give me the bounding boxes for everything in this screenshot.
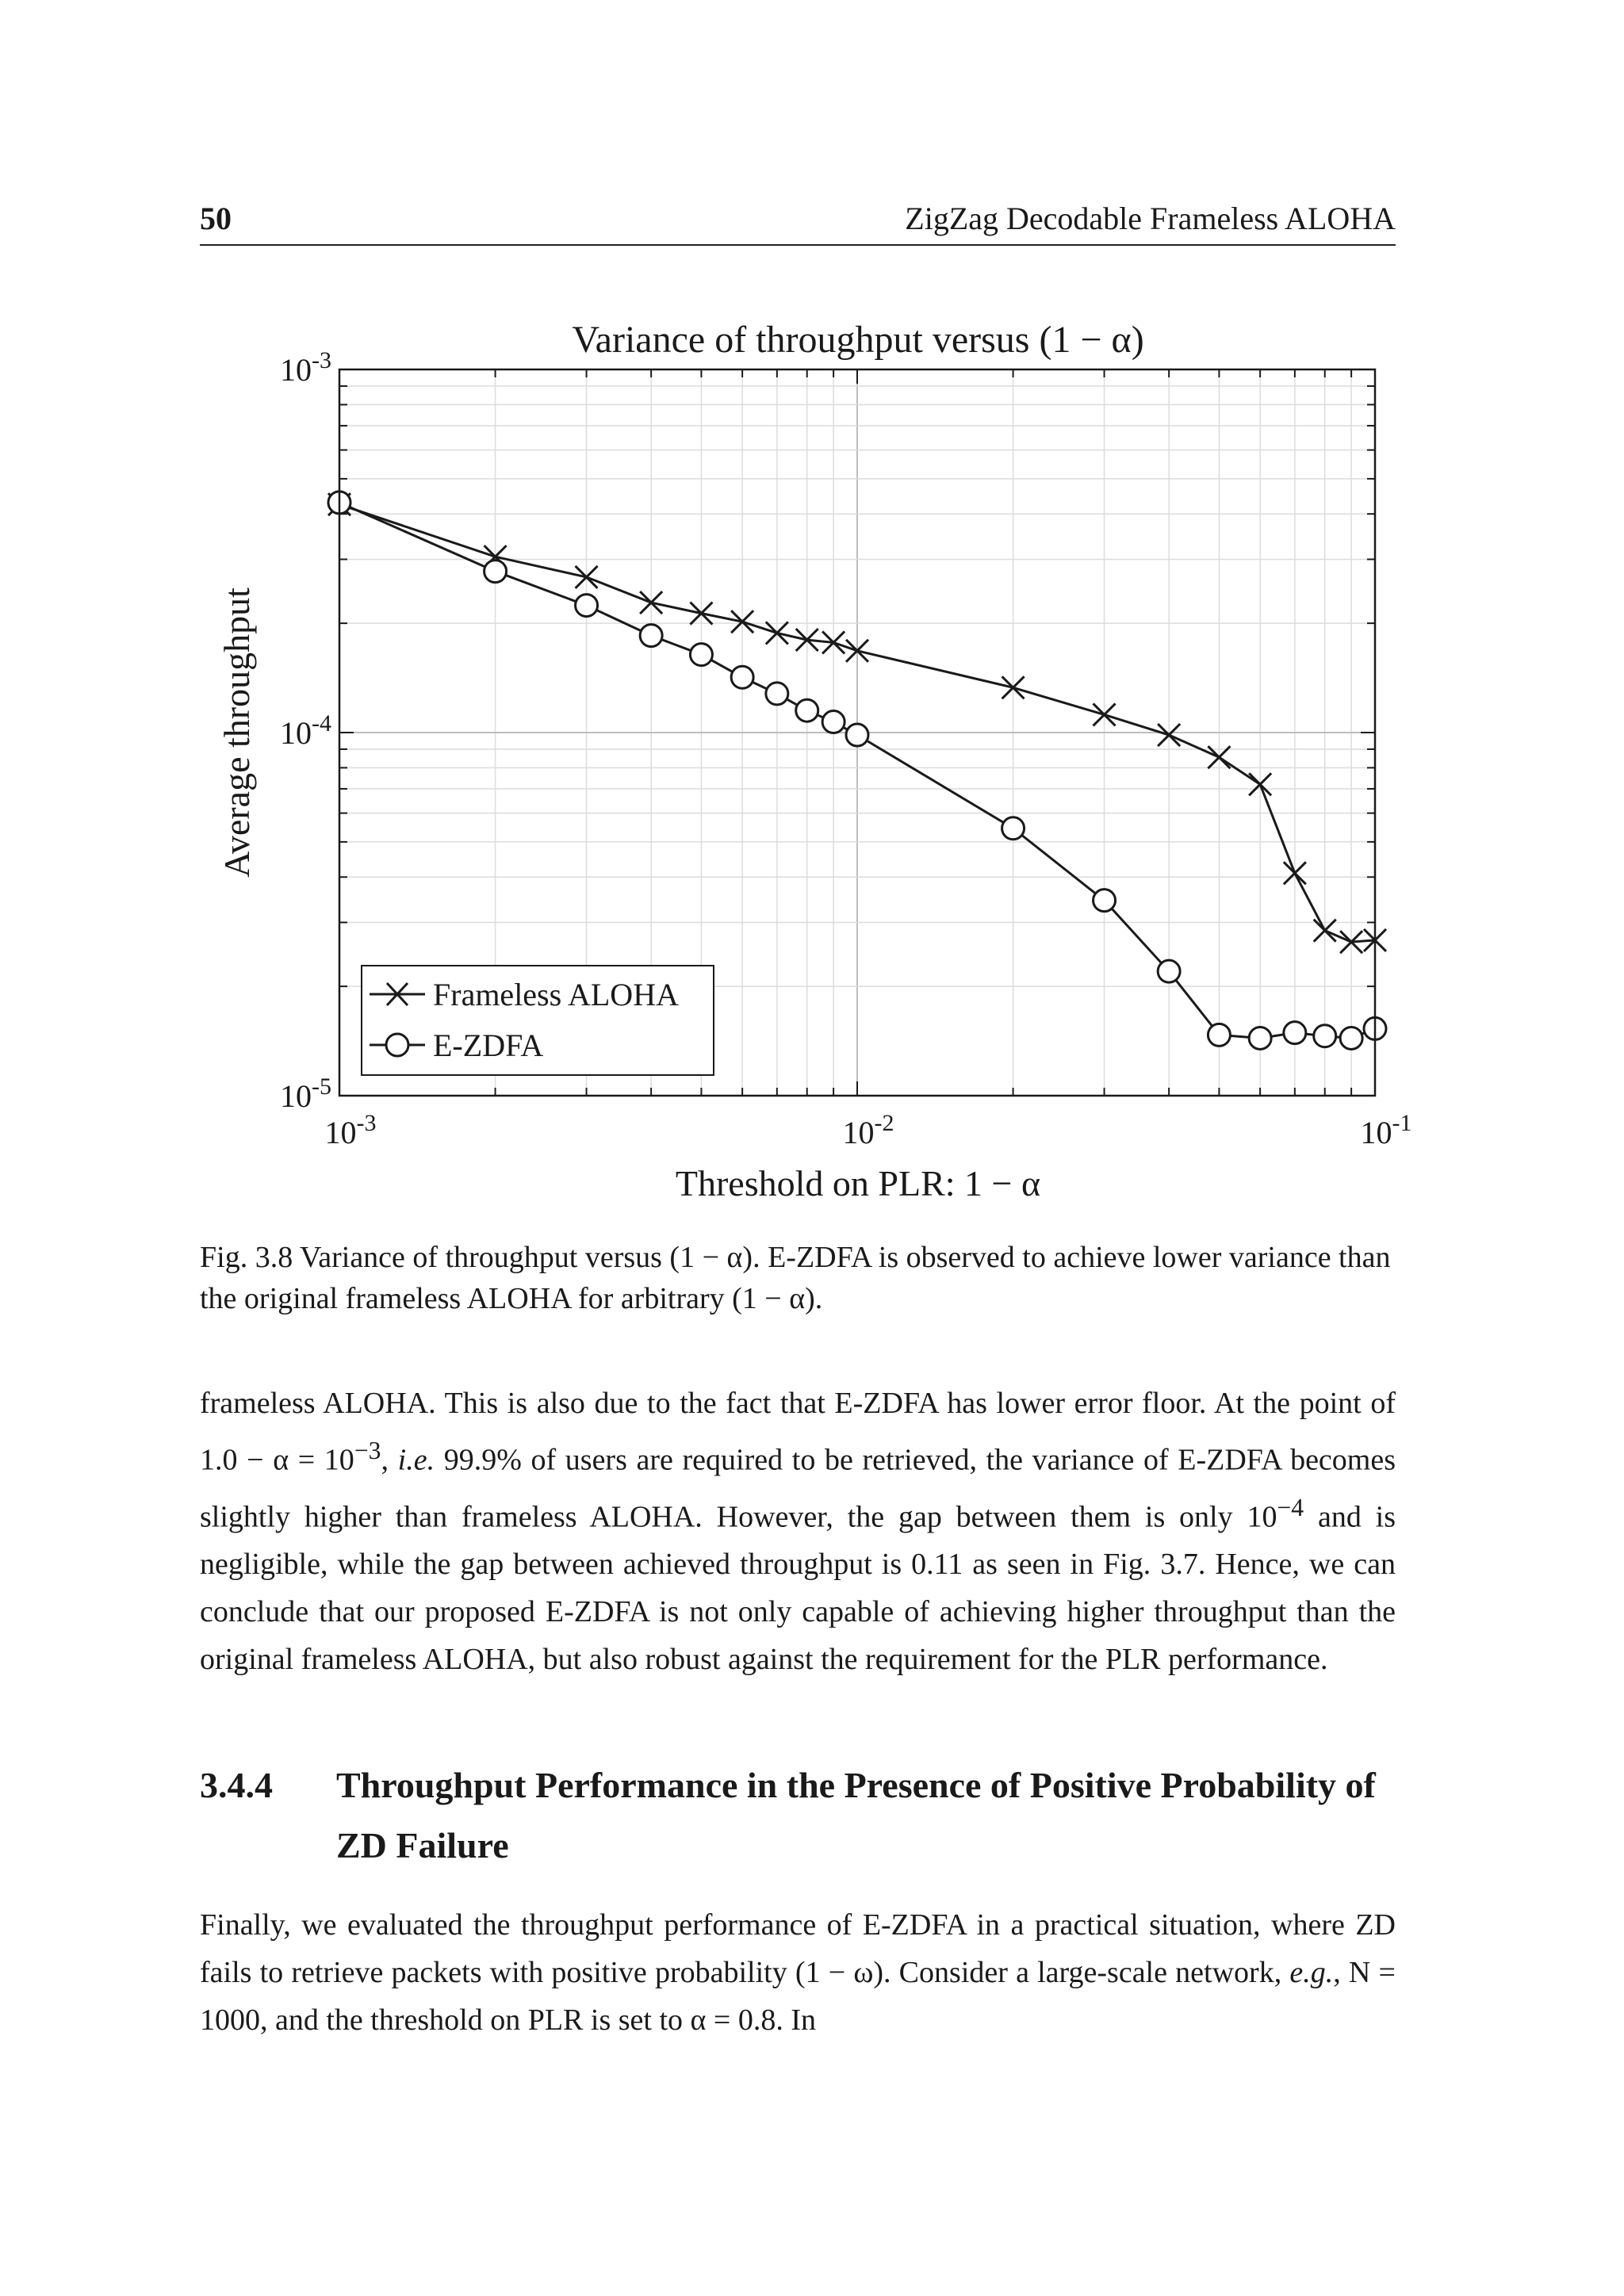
y-axis-label: Average throughput [216,587,257,878]
data-point [1340,1027,1362,1049]
legend-label-frameless-aloha: Frameless ALOHA [433,977,679,1012]
data-point [1094,890,1116,912]
section-title: Throughput Performance in the Presence of Positive Probability of ZD Failure [336,1765,1376,1866]
body-paragraph-2: Finally, we evaluated the throughput performance of E-ZDFA in a practical situation, where ZD fails to retrieve packets with positive probability (1 − ω). Consider a large-scale network, e.g., N = 1000, and the threshold on PLR is set to α = 0.8. In [200,1908,1396,2037]
data-point [690,644,712,666]
x-axis-label: Threshold on PLR: 1 − α [675,1163,1041,1203]
data-point [1314,1025,1336,1047]
data-point [796,699,818,721]
legend-o-marker-icon [386,1034,408,1056]
data-point [822,711,845,733]
body-paragraph-1: frameless ALOHA. This is also due to the fact that E-ZDFA has lower error floor. At the point of $1.0 - \alpha = 10^{-3}$, i.e. 99.9% of users are required to be retrieved, the variance of E-ZDFA becomes slightly higher than frameless ALOHA. However, the gap between them is only $10^{-4}$ and is negligible, while the gap between achieved throughput is 0.11 as seen in Fig. 3.7. Hence, we can conclude that our proposed E-ZDFA is not only capable of achieving higher throughput than the original frameless ALOHA, but also robust against the requirement for the PLR performance. [200,1387,1396,1677]
chart-title: Variance of throughput versus (1 − α) [572,319,1144,361]
y-tick-label: $10^{-4}$ [280,710,331,751]
data-point [731,666,753,688]
data-point [846,724,868,746]
running-title: ZigZag Decodable Frameless ALOHA [905,201,1396,236]
y-tick-label: $10^{-5}$ [280,1073,331,1114]
y-tick-labels [280,347,331,1114]
data-point [1002,817,1025,840]
y-tick-label: $10^{-3}$ [280,347,331,388]
data-point [1284,1022,1306,1044]
data-point [485,561,507,583]
x-tick-label: $10^{-1}$ [1360,1110,1412,1150]
x-tick-label: $10^{-2}$ [842,1110,894,1150]
section-number: 3.4.4 [200,1765,273,1805]
figure-caption: Fig. 3.8 Variance of throughput versus (1 − α). E-ZDFA is observed to achieve lower variance than the original frameless ALOHA for arbitrary (1 − α). [200,1241,1391,1315]
data-point [766,683,788,705]
page-number: 50 [200,201,232,236]
x-tick-label: $10^{-3}$ [324,1110,377,1150]
data-point [1158,960,1180,982]
chart-legend [362,966,714,1075]
data-point [640,625,662,647]
legend-label-e-zdfa: E-ZDFA [433,1027,544,1063]
data-point [1208,1024,1230,1046]
data-point [1249,1027,1271,1049]
x-tick-labels [325,1110,1412,1150]
data-point [576,595,598,617]
